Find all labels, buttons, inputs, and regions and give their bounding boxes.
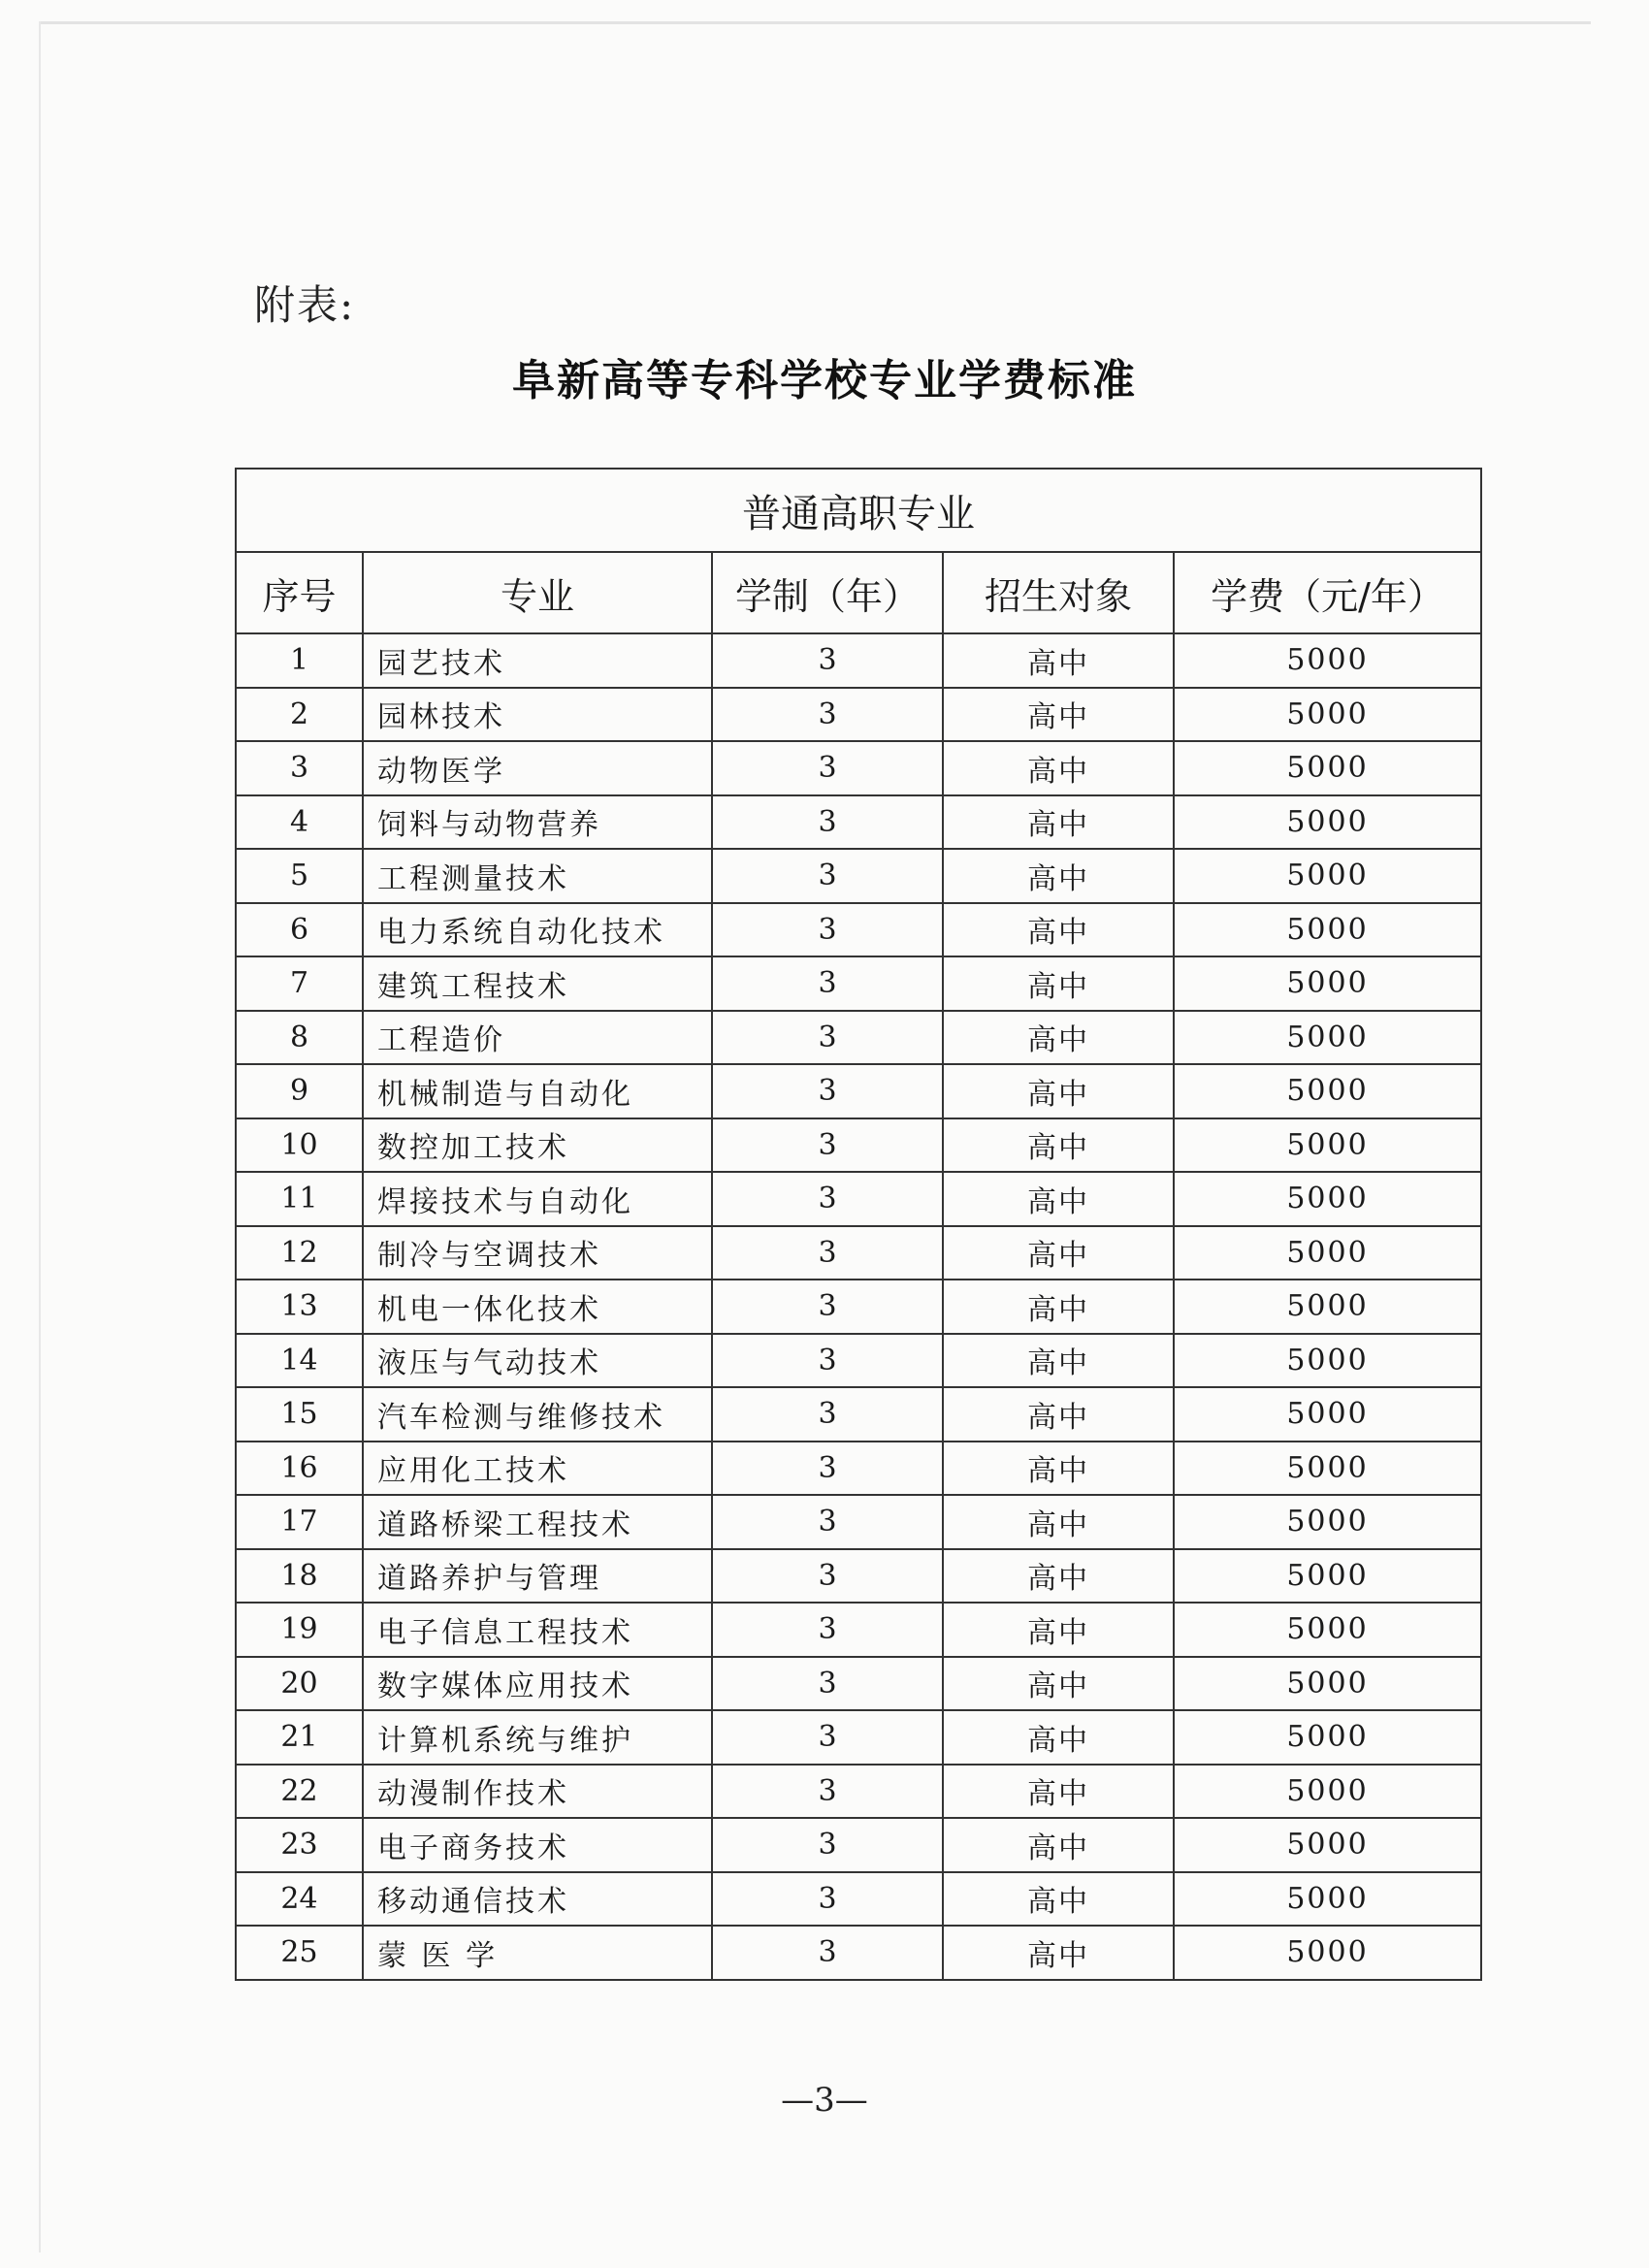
table-row (236, 903, 1481, 957)
row-major-cell: 饲料与动物营养 (363, 795, 712, 850)
row-years-cell: 3 (712, 1765, 943, 1819)
row-index-cell: 19 (236, 1603, 363, 1657)
row-fee-cell: 5000 (1174, 1064, 1481, 1118)
row-years-cell: 3 (712, 1495, 943, 1549)
row-target-cell: 高中 (943, 1603, 1174, 1657)
table-row (236, 1280, 1481, 1334)
row-major-cell: 园林技术 (363, 688, 712, 742)
row-index-cell: 3 (236, 741, 363, 795)
row-fee-cell: 5000 (1174, 795, 1481, 850)
row-fee-cell: 5000 (1174, 1334, 1481, 1388)
row-fee-cell: 5000 (1174, 1118, 1481, 1173)
table-row (236, 956, 1481, 1011)
table-body (236, 633, 1481, 1980)
row-target-cell: 高中 (943, 1657, 1174, 1711)
page-number: —3— (781, 2081, 868, 2120)
row-index-cell: 18 (236, 1549, 363, 1604)
row-fee-cell: 5000 (1174, 1926, 1481, 1980)
table-row (236, 795, 1481, 850)
row-years-cell: 3 (712, 1334, 943, 1388)
row-major-cell: 数控加工技术 (363, 1118, 712, 1173)
attachment-label: 附表: (254, 281, 356, 329)
row-fee-cell: 5000 (1174, 688, 1481, 742)
row-years-cell: 3 (712, 1011, 943, 1065)
section-row (236, 469, 1481, 552)
row-target-cell: 高中 (943, 1118, 1174, 1173)
row-target-cell: 高中 (943, 1064, 1174, 1118)
row-target-cell: 高中 (943, 1926, 1174, 1980)
column-header-target: 招生对象 (943, 552, 1174, 633)
row-years-cell: 3 (712, 1657, 943, 1711)
row-major-cell: 移动通信技术 (363, 1872, 712, 1927)
row-fee-cell: 5000 (1174, 849, 1481, 903)
table-row (236, 1387, 1481, 1442)
row-index-cell: 13 (236, 1280, 363, 1334)
row-fee-cell: 5000 (1174, 1495, 1481, 1549)
row-fee-cell: 5000 (1174, 1818, 1481, 1872)
table-row (236, 1710, 1481, 1765)
row-fee-cell: 5000 (1174, 1549, 1481, 1604)
row-years-cell: 3 (712, 1710, 943, 1765)
row-years-cell: 3 (712, 849, 943, 903)
row-major-cell: 应用化工技术 (363, 1442, 712, 1496)
row-years-cell: 3 (712, 633, 943, 688)
row-fee-cell: 5000 (1174, 633, 1481, 688)
row-target-cell: 高中 (943, 1280, 1174, 1334)
row-major-cell: 工程造价 (363, 1011, 712, 1065)
table-row (236, 1495, 1481, 1549)
table-row (236, 1226, 1481, 1280)
row-index-cell: 15 (236, 1387, 363, 1442)
row-target-cell: 高中 (943, 1549, 1174, 1604)
table-row (236, 688, 1481, 742)
table-row (236, 1818, 1481, 1872)
row-target-cell: 高中 (943, 1387, 1174, 1442)
row-fee-cell: 5000 (1174, 1710, 1481, 1765)
row-major-cell: 焊接技术与自动化 (363, 1172, 712, 1226)
row-fee-cell: 5000 (1174, 1387, 1481, 1442)
row-major-cell: 园艺技术 (363, 633, 712, 688)
page-title: 阜新高等专科学校专业学费标准 (512, 356, 1137, 405)
table-row (236, 1765, 1481, 1819)
row-target-cell: 高中 (943, 1765, 1174, 1819)
row-target-cell: 高中 (943, 741, 1174, 795)
row-fee-cell: 5000 (1174, 1872, 1481, 1927)
row-major-cell: 建筑工程技术 (363, 956, 712, 1011)
table-row (236, 849, 1481, 903)
row-target-cell: 高中 (943, 956, 1174, 1011)
table-row (236, 1442, 1481, 1496)
table-row (236, 1926, 1481, 1980)
row-index-cell: 5 (236, 849, 363, 903)
column-header-index: 序号 (236, 552, 363, 633)
row-major-cell: 道路养护与管理 (363, 1549, 712, 1604)
page-edge (39, 21, 1591, 24)
row-index-cell: 20 (236, 1657, 363, 1711)
row-index-cell: 10 (236, 1118, 363, 1173)
table-row (236, 1872, 1481, 1927)
row-years-cell: 3 (712, 956, 943, 1011)
column-header-major: 专业 (363, 552, 712, 633)
row-fee-cell: 5000 (1174, 1172, 1481, 1226)
row-index-cell: 7 (236, 956, 363, 1011)
row-target-cell: 高中 (943, 795, 1174, 850)
row-major-cell: 电力系统自动化技术 (363, 903, 712, 957)
row-years-cell: 3 (712, 1603, 943, 1657)
row-index-cell: 12 (236, 1226, 363, 1280)
row-years-cell: 3 (712, 1118, 943, 1173)
row-index-cell: 21 (236, 1710, 363, 1765)
row-years-cell: 3 (712, 1926, 943, 1980)
table-row (236, 741, 1481, 795)
row-major-cell: 道路桥梁工程技术 (363, 1495, 712, 1549)
row-target-cell: 高中 (943, 688, 1174, 742)
row-fee-cell: 5000 (1174, 1442, 1481, 1496)
row-major-cell: 数字媒体应用技术 (363, 1657, 712, 1711)
row-index-cell: 11 (236, 1172, 363, 1226)
row-years-cell: 3 (712, 1442, 943, 1496)
row-major-cell: 制冷与空调技术 (363, 1226, 712, 1280)
row-fee-cell: 5000 (1174, 1765, 1481, 1819)
row-target-cell: 高中 (943, 1172, 1174, 1226)
row-index-cell: 23 (236, 1818, 363, 1872)
row-major-cell: 液压与气动技术 (363, 1334, 712, 1388)
row-index-cell: 25 (236, 1926, 363, 1980)
row-major-cell: 电子商务技术 (363, 1818, 712, 1872)
row-fee-cell: 5000 (1174, 741, 1481, 795)
row-index-cell: 17 (236, 1495, 363, 1549)
table-row (236, 1172, 1481, 1226)
row-fee-cell: 5000 (1174, 1280, 1481, 1334)
row-target-cell: 高中 (943, 1334, 1174, 1388)
row-fee-cell: 5000 (1174, 1603, 1481, 1657)
row-index-cell: 6 (236, 903, 363, 957)
row-index-cell: 16 (236, 1442, 363, 1496)
row-index-cell: 22 (236, 1765, 363, 1819)
row-major-cell: 电子信息工程技术 (363, 1603, 712, 1657)
row-target-cell: 高中 (943, 1011, 1174, 1065)
row-years-cell: 3 (712, 1818, 943, 1872)
row-index-cell: 14 (236, 1334, 363, 1388)
row-index-cell: 9 (236, 1064, 363, 1118)
column-header-fee: 学费（元/年） (1174, 552, 1481, 633)
row-major-cell: 机械制造与自动化 (363, 1064, 712, 1118)
row-major-cell: 动漫制作技术 (363, 1765, 712, 1819)
row-index-cell: 2 (236, 688, 363, 742)
row-target-cell: 高中 (943, 1710, 1174, 1765)
row-target-cell: 高中 (943, 633, 1174, 688)
section-title: 普通高职专业 (236, 469, 1481, 552)
row-years-cell: 3 (712, 1387, 943, 1442)
row-fee-cell: 5000 (1174, 1657, 1481, 1711)
column-header-years: 学制（年） (712, 552, 943, 633)
row-fee-cell: 5000 (1174, 956, 1481, 1011)
row-target-cell: 高中 (943, 849, 1174, 903)
row-years-cell: 3 (712, 1172, 943, 1226)
row-target-cell: 高中 (943, 1872, 1174, 1927)
row-years-cell: 3 (712, 795, 943, 850)
table-row (236, 1011, 1481, 1065)
tuition-table (235, 468, 1482, 1981)
row-major-cell: 蒙 医 学 (363, 1926, 712, 1980)
row-years-cell: 3 (712, 903, 943, 957)
row-major-cell: 机电一体化技术 (363, 1280, 712, 1334)
row-years-cell: 3 (712, 1226, 943, 1280)
row-major-cell: 工程测量技术 (363, 849, 712, 903)
row-years-cell: 3 (712, 688, 943, 742)
row-fee-cell: 5000 (1174, 1226, 1481, 1280)
row-years-cell: 3 (712, 1280, 943, 1334)
row-years-cell: 3 (712, 1872, 943, 1927)
table-row (236, 633, 1481, 688)
row-index-cell: 24 (236, 1872, 363, 1927)
table-row (236, 1334, 1481, 1388)
row-target-cell: 高中 (943, 1495, 1174, 1549)
table-row (236, 1657, 1481, 1711)
row-years-cell: 3 (712, 741, 943, 795)
row-index-cell: 4 (236, 795, 363, 850)
table-row (236, 1064, 1481, 1118)
row-major-cell: 计算机系统与维护 (363, 1710, 712, 1765)
row-years-cell: 3 (712, 1064, 943, 1118)
row-fee-cell: 5000 (1174, 1011, 1481, 1065)
row-target-cell: 高中 (943, 1442, 1174, 1496)
header-row (236, 552, 1481, 633)
row-index-cell: 1 (236, 633, 363, 688)
row-target-cell: 高中 (943, 1226, 1174, 1280)
row-major-cell: 动物医学 (363, 741, 712, 795)
row-years-cell: 3 (712, 1549, 943, 1604)
table-row (236, 1603, 1481, 1657)
row-target-cell: 高中 (943, 903, 1174, 957)
row-index-cell: 8 (236, 1011, 363, 1065)
table-row (236, 1118, 1481, 1173)
row-major-cell: 汽车检测与维修技术 (363, 1387, 712, 1442)
table-row (236, 1549, 1481, 1604)
row-fee-cell: 5000 (1174, 903, 1481, 957)
row-target-cell: 高中 (943, 1818, 1174, 1872)
